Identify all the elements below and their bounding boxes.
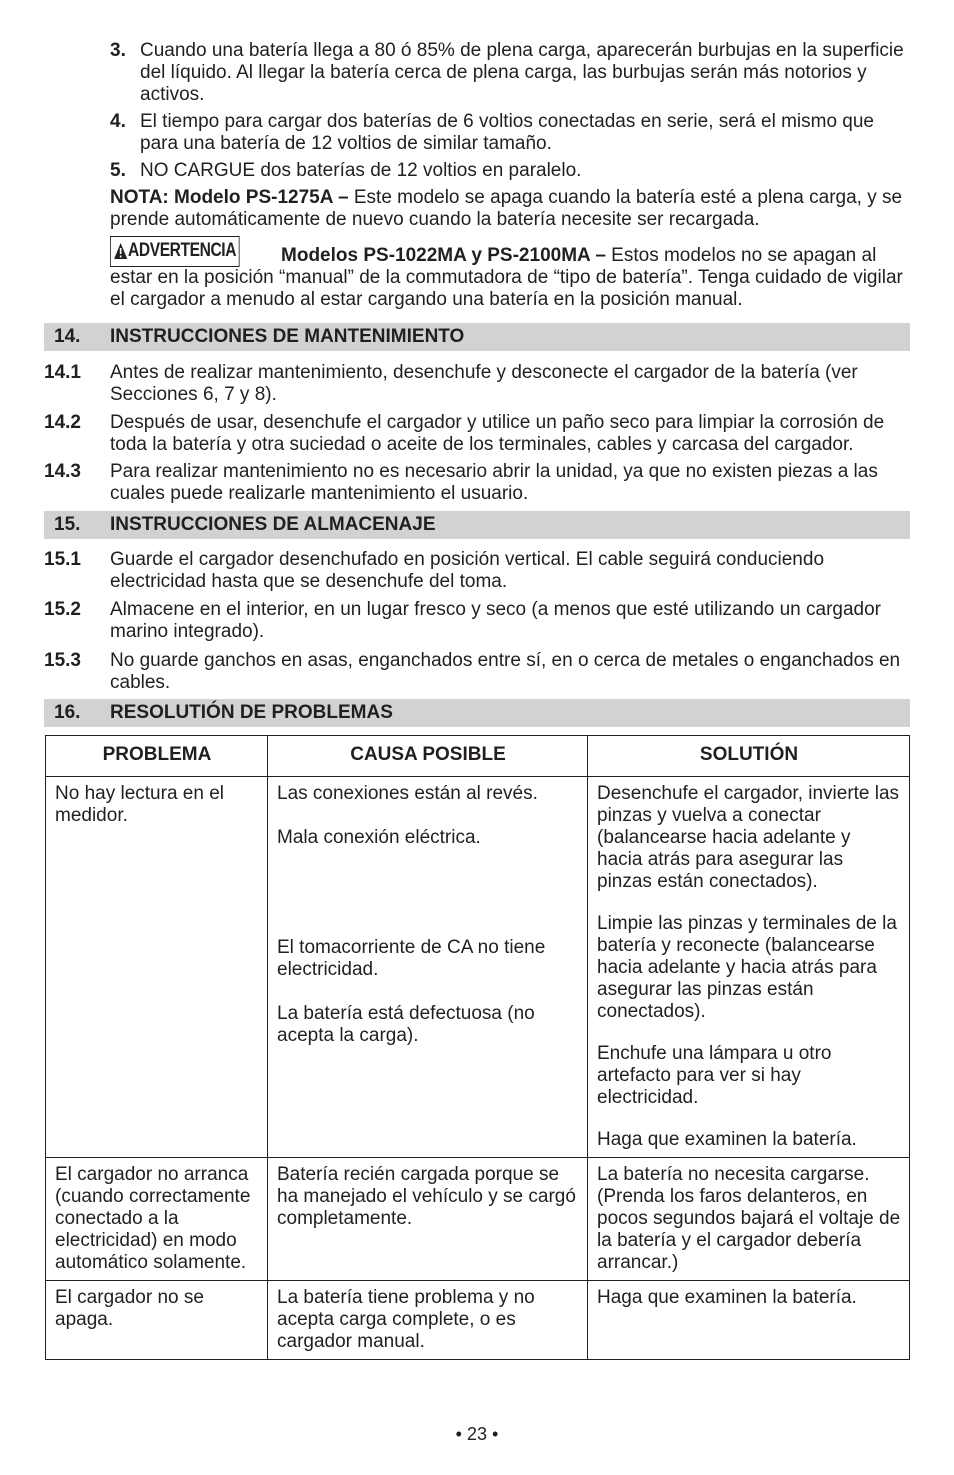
cause-cell	[268, 1281, 588, 1360]
troubleshooting-table	[45, 735, 910, 1360]
cause-text: Batería recién cargada porque se ha manejado el vehículo y se cargó completamente.	[277, 1164, 576, 1229]
column-header-cause: CAUSA POSIBLE	[268, 736, 588, 777]
numbered-list	[110, 40, 910, 187]
paragraph-number: 15.3	[44, 650, 81, 671]
section-number: 15.	[54, 514, 81, 535]
paragraph-number: 14.3	[44, 461, 81, 482]
paragraph-number: 14.1	[44, 362, 81, 383]
problem-text: El cargador no arranca (cuando correctamente conectado a la electricidad) en modo automático solamente.	[55, 1164, 251, 1273]
solution-text: Haga que examinen la batería.	[597, 1287, 857, 1308]
list-item-number: 4.	[110, 111, 126, 132]
paragraph-14-1	[44, 362, 910, 406]
column-header-problem: PROBLEMA	[46, 736, 268, 777]
table-row	[46, 777, 910, 1158]
note-text: Este modelo se apaga cuando la batería esté a plena carga, y se prende automáticamente de nuevo cuando la batería necesite ser recargada.	[110, 187, 903, 230]
warning-triangle-icon	[113, 242, 128, 260]
column-header-solution: SOLUTIÓN	[588, 736, 910, 777]
solution-text: Haga que examinen la batería.	[597, 1129, 857, 1150]
problem-cell	[46, 1158, 268, 1281]
cause-text: La batería tiene problema y no acepta carga complete, o es cargador manual.	[277, 1287, 535, 1352]
problem-text: No hay lectura en el medidor.	[55, 783, 224, 826]
paragraph-number: 15.1	[44, 549, 81, 570]
problem-text: El cargador no se apaga.	[55, 1287, 204, 1330]
solution-cell	[588, 1158, 910, 1281]
paragraph-15-2	[44, 599, 910, 643]
paragraph-text: Almacene en el interior, en un lugar fresco y seco (a menos que esté utilizando un cargador marino integrado).	[110, 599, 882, 642]
section-title: INSTRUCCIONES DE ALMACENAJE	[110, 514, 436, 535]
solution-text: La batería no necesita cargarse. (Prenda los faros delanteros, en pocos segundos bajará el voltaje de la batería y el cargador debería arrancar.)	[597, 1164, 901, 1273]
cause-cell	[268, 1158, 588, 1281]
paragraph-text: Para realizar mantenimiento no es necesario abrir la unidad, ya que no existen piezas a las cuales puede realizarle mantenimiento el usuario.	[110, 461, 878, 504]
section-header-16	[44, 699, 910, 727]
paragraph-text: Guarde el cargador desenchufado en posición vertical. El cable seguirá conduciendo electricidad hasta que se desenchufe del toma.	[110, 549, 825, 592]
paragraph-number: 14.2	[44, 412, 81, 433]
paragraph-text: No guarde ganchos en asas, enganchados entre sí, en o cerca de metales o enganchados en cables.	[110, 650, 901, 693]
paragraph-15-3	[44, 650, 910, 694]
page-number: • 23 •	[455, 1424, 499, 1444]
cause-text: Mala conexión eléctrica.	[277, 827, 481, 848]
note-label: NOTA: Modelo PS-1275A –	[110, 187, 349, 208]
paragraph-text: Después de usar, desenchufe el cargador y utilice un paño seco para limpiar la corrosión de toda la batería y otra suciedad o aceite de los terminales, cables y carcasa del cargador.	[110, 412, 885, 455]
list-item	[110, 160, 910, 182]
list-item	[110, 111, 910, 155]
warning-paragraph	[110, 236, 910, 311]
section-number: 14.	[54, 326, 81, 347]
cause-text: La batería está defectuosa (no acepta la carga).	[277, 1003, 535, 1046]
paragraph-14-2	[44, 412, 910, 456]
paragraph-number: 15.2	[44, 599, 81, 620]
warning-text: Estos modelos no se apagan al estar en la posición “manual” de la commutadora de “tipo de batería”. Tenga cuidado de vigilar el cargador a menudo al estar cargando una batería en la posición manual.	[110, 245, 903, 310]
section-header-15	[44, 511, 910, 539]
solution-text: Enchufe una lámpara u otro artefacto para ver si hay electricidad.	[597, 1043, 832, 1108]
note-paragraph	[110, 187, 910, 231]
warning-label: Modelos PS-1022MA y PS-2100MA –	[281, 245, 606, 266]
warning-badge-text: ADVERTENCIA	[128, 240, 237, 261]
cause-text: Las conexiones están al revés.	[277, 783, 538, 804]
solution-cell	[588, 1281, 910, 1360]
table-header-row	[46, 736, 910, 777]
list-item-text: NO CARGUE dos baterías de 12 voltios en paralelo.	[140, 160, 582, 181]
paragraph-15-1	[44, 549, 910, 593]
table-row	[46, 1281, 910, 1360]
cause-text: El tomacorriente de CA no tiene electricidad.	[277, 937, 546, 980]
list-item	[110, 40, 910, 106]
problem-cell	[46, 777, 268, 1158]
section-number: 16.	[54, 702, 81, 723]
section-header-14	[44, 323, 910, 351]
solution-cell	[588, 777, 910, 1158]
paragraph-text: Antes de realizar mantenimiento, desenchufe y desconecte el cargador de la batería (ver Secciones 6, 7 y 8).	[110, 362, 858, 405]
cause-cell	[268, 777, 588, 1158]
section-title: INSTRUCCIONES DE MANTENIMIENTO	[110, 326, 465, 347]
list-item-number: 5.	[110, 160, 126, 181]
solution-text: Limpie las pinzas y terminales de la batería y reconecte (balancearse hacia adelante y hacia atrás para asegurar las pinzas están conectados).	[597, 913, 897, 1022]
warning-badge	[110, 236, 239, 267]
list-item-text: El tiempo para cargar dos baterías de 6 voltios conectadas en serie, será el mismo que para una batería de 12 voltios de similar tamaño.	[140, 111, 874, 154]
list-item-text: Cuando una batería llega a 80 ó 85% de plena carga, aparecerán burbujas en la superficie del líquido. Al llegar la batería cerca de plena carga, las burbujas serán más notorios y activos.	[140, 40, 904, 105]
problem-cell	[46, 1281, 268, 1360]
solution-text: Desenchufe el cargador, invierte las pinzas y vuelva a conectar (balancearse hacia adelante y hacia atrás para asegurar las pinzas están conectados).	[597, 783, 900, 892]
list-item-number: 3.	[110, 40, 126, 61]
paragraph-14-3	[44, 461, 910, 505]
table-row	[46, 1158, 910, 1281]
section-title: RESOLUTIÓN DE PROBLEMAS	[110, 702, 393, 723]
